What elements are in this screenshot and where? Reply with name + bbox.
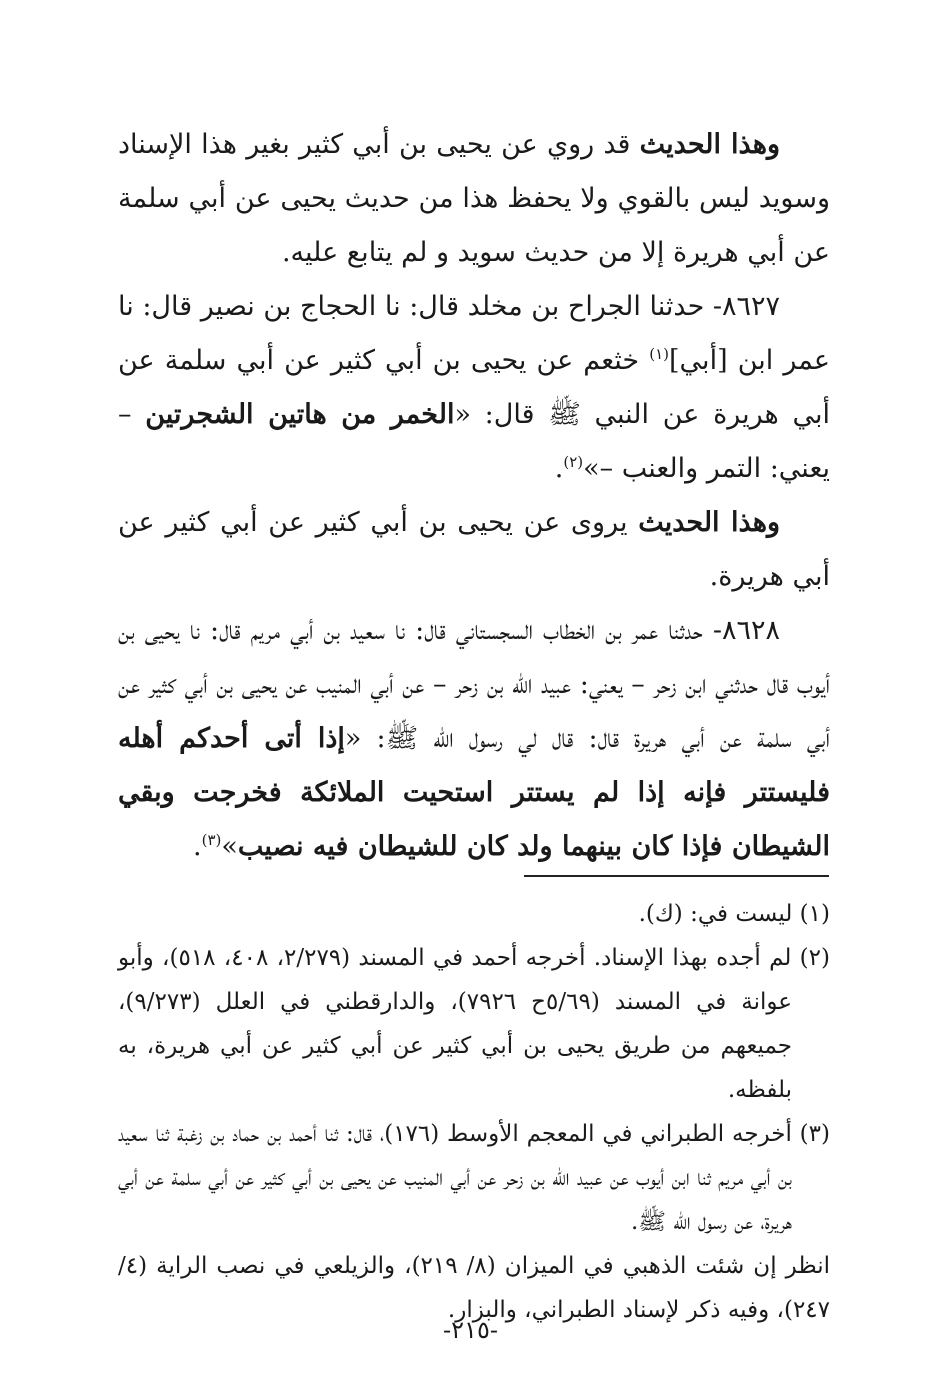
hadith-8628 [118, 604, 830, 874]
footnote-3-continuation: انظر إن شئت الذهبي في الميزان (٨/ ٢١٩)، والزيلعي في نصب الراية (٤/ ٢٤٧)، وفيه ذكر لإسناد الطبراني، والبزار. [118, 1253, 830, 1323]
paragraph-text: –يعني: التمر والعنب –» [118, 399, 830, 484]
paragraph-3 [118, 496, 830, 604]
footnote-3: (٣) أخرجه الطبراني في المعجم الأوسط (١٧٦)، قال: ثنا أحمد بن حماد بن زغبة ثنا سعيد بن أبي مريم ثنا ابن أيوب عن عبيد الله بن زحر عن أبي المنيب عن يحيى بن أبي كثير عن أبي سلمة عن أبي هريرة، عن رسول الله ﷺ. [118, 1121, 830, 1235]
paragraph-text: ٨٦٢٨- حدثنا عمر بن الخطاب السجستاني قال: نا سعيد بن أبي مريم قال: نا يحيى بن أيوب قال حدثني ابن زحر – يعني: عبيد الله بن زحر – عن أبي المنيب عن يحيى بن أبي كثير عن أبي سلمة عن أبي هريرة قال: قال لي رسول الله ﷺ: « [118, 615, 830, 754]
bold-phrase: وهذا الحديث [639, 129, 780, 160]
paragraph-text: يروى عن يحيى بن أبي كثير عن أبي كثير عن أبي هريرة. [118, 507, 830, 592]
footnotes [118, 892, 830, 1332]
footnote-2: (٢) لم أجده بهذا الإسناد. أخرجه أحمد في المسند (٢/٢٧٩، ٤٠٨، ٥١٨)، وأبو عوانة في المسند (٥/٦٩ح ٧٩٢٦)، والدارقطني في العلل (٩/٢٧٣)، جميعهم من طريق يحيى بن أبي كثير عن أبي كثير عن أبي هريرة، به بلفظه. [118, 945, 830, 1103]
paragraph-text: » [221, 831, 238, 862]
paragraph-text: خثعم عن يحيى بن أبي كثير عن أبي سلمة عن أبي هريرة عن النبي ﷺ قال: « [118, 345, 830, 430]
hadith-matn: الخمر من هاتين الشجرتين [145, 399, 455, 430]
page-number: -٢١٥- [443, 1316, 498, 1344]
footnote-ref-1[interactable]: (١) [649, 345, 670, 363]
bold-phrase: وهذا الحديث [638, 507, 780, 538]
footnote-1: (١) ليست في: (ك). [638, 901, 830, 927]
hadith-matn: إذا أتى أحدكم أهله فليستتر فإنه إذا لم يستتر استحيت الملائكة فخرجت وبقي الشيطان فإذا كان بينهما ولد كان للشيطان فيه نصيب [118, 723, 830, 862]
footnote-ref-2[interactable]: (٢) [563, 453, 584, 471]
footnote-separator [524, 875, 829, 877]
paragraph-text: قد روي عن يحيى بن أبي كثير بغير هذا الإسناد وسويد ليس بالقوي ولا يحفظ هذا من حديث يحيى عن أبي سلمة عن أبي هريرة إلا من حديث سويد و لم يتابع عليه. [118, 129, 830, 268]
paragraph-text: ٨٦٢٧- حدثنا الجراح بن مخلد قال: نا الحجاج بن نصير قال: نا عمر ابن [أبي] [118, 291, 830, 376]
paragraph-text: . [193, 831, 202, 862]
main-text [118, 118, 830, 874]
hadith-8627 [118, 280, 830, 496]
paragraph-1 [118, 118, 830, 280]
footnote-ref-3[interactable]: (٣) [201, 831, 222, 849]
paragraph-text: . [554, 453, 564, 484]
